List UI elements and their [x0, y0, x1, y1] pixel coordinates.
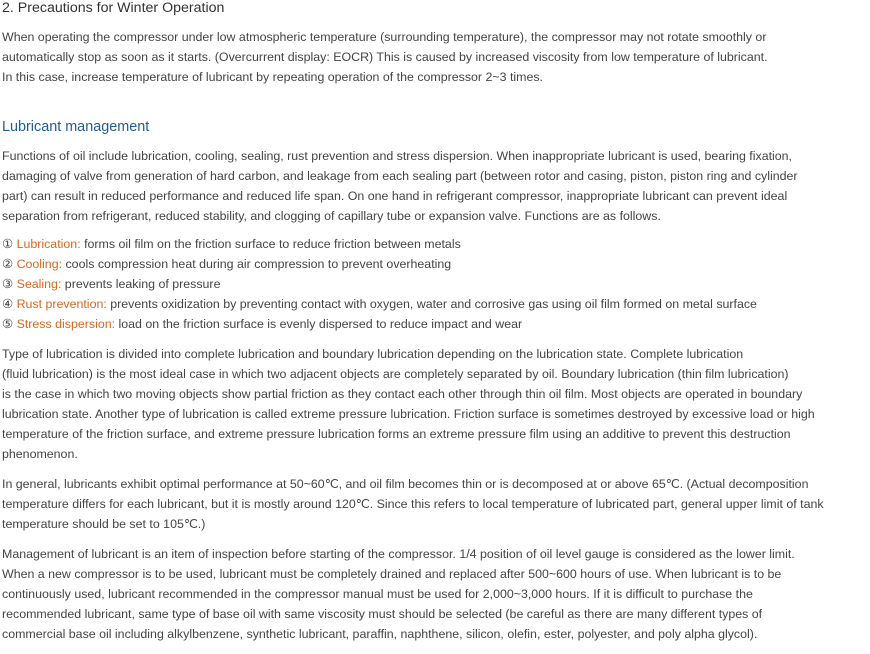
paragraph-line: In general, lubricants exhibit optimal performance at 50~60℃, and oil film becomes thin or is decomposed at or above 65℃. (Actual decomposition: [2, 477, 809, 491]
item-number: ③: [2, 277, 17, 291]
paragraph-line: phenomenon.: [2, 447, 78, 461]
paragraph-line: is the case in which two moving objects show partial friction as they contact each other through thin oil film. Most objects are operated in boundary: [2, 387, 803, 401]
item-number: ②: [2, 257, 17, 271]
list-item: [2, 294, 757, 314]
lubricant-management-heading: Lubricant management: [2, 119, 150, 135]
item-label: Stress dispersion: [16, 317, 112, 331]
item-number: ⑤: [2, 317, 17, 331]
item-label: Sealing: [16, 277, 58, 291]
temperature-paragraph: [2, 474, 866, 534]
paragraph-line: When operating the compressor under low atmospheric temperature (surrounding temperature), the compressor may not rotate smoothly or: [2, 30, 767, 44]
list-item: [2, 234, 757, 254]
item-separator: :: [103, 297, 111, 311]
paragraph-line: (fluid lubrication) is the most ideal case in which two adjacent objects are completely separated by oil. Boundary lubrication (thin film lubrication): [2, 367, 789, 381]
list-item: [2, 274, 757, 294]
item-separator: :: [111, 317, 119, 331]
paragraph-line: Functions of oil include lubrication, cooling, sealing, rust prevention and stress dispersion. When inappropriate lubricant is used, bearing fixation,: [2, 149, 793, 163]
paragraph-line: continuously used, lubricant recommended in the compressor manual must be used for 2,000~3,000 hours. If it is difficult to purchase the: [2, 587, 753, 601]
item-label: Rust prevention: [16, 297, 104, 311]
item-label: Lubrication: [16, 237, 78, 251]
item-text: load on the friction surface is evenly dispersed to reduce impact and wear: [118, 317, 523, 331]
item-number: ④: [2, 297, 17, 311]
winter-operation-paragraph: [2, 27, 866, 87]
paragraph-line: lubrication state. Another type of lubrication is called extreme pressure lubrication. Friction surface is sometimes destroyed by excessive load or high: [2, 407, 815, 421]
list-item: [2, 314, 757, 334]
functions-list: [2, 234, 757, 334]
paragraph-line: Management of lubricant is an item of inspection before starting of the compressor. 1/4 position of oil level gauge is considered as the lower limit.: [2, 547, 795, 561]
item-number: ①: [2, 237, 17, 251]
item-label: Cooling: [16, 257, 59, 271]
paragraph-line: commercial base oil including alkylbenzene, synthetic lubricant, paraffin, naphthene, silicon, olefin, ester, polyester, and poly alpha glycol).: [2, 627, 758, 641]
list-item: [2, 254, 757, 274]
paragraph-line: automatically stop as soon as it starts. (Overcurrent display: EOCR) This is caused by increased viscosity from low temperature of lubricant.: [2, 50, 768, 64]
paragraph-line: temperature differs for each lubricant, but it is mostly around 120℃. Since this refers to local temperature of lubricated part, general upper limit of tank: [2, 497, 824, 511]
section-title: 2. Precautions for Winter Operation: [2, 0, 225, 16]
paragraph-line: Type of lubrication is divided into complete lubrication and boundary lubrication depending on the lubrication state. Complete lubrication: [2, 347, 744, 361]
functions-paragraph: [2, 146, 866, 226]
item-separator: :: [57, 277, 65, 291]
paragraph-line: temperature should be set to 105℃.): [2, 517, 206, 531]
paragraph-line: separation from refrigerant, reduced stability, and clogging of capillary tube or expansion valve. Functions are as follows.: [2, 209, 661, 223]
paragraph-line: When a new compressor is to be used, lubricant must be completely drained and replaced after 500~600 hours of use. When lubricant is to be: [2, 567, 782, 581]
item-text: prevents oxidization by preventing contact with oxygen, water and corrosive gas using oil film formed on metal surface: [110, 297, 757, 311]
item-separator: :: [58, 257, 66, 271]
paragraph-line: temperature of the friction surface, and extreme pressure lubrication forms an extreme pressure film using an additive to prevent this destruction: [2, 427, 791, 441]
item-text: cools compression heat during air compression to prevent overheating: [65, 257, 452, 271]
item-text: forms oil film on the friction surface to reduce friction between metals: [84, 237, 461, 251]
management-paragraph: [2, 544, 866, 644]
paragraph-line: damaging of valve from generation of hard carbon, and leakage from each sealing part (between rotor and casing, piston, piston ring and cylinder: [2, 169, 798, 183]
paragraph-line: recommended lubricant, same type of base oil with same viscosity must should be selected (be careful as there are many different types of: [2, 607, 763, 621]
paragraph-line: In this case, increase temperature of lubricant by repeating operation of the compressor 2~3 times.: [2, 70, 544, 84]
paragraph-line: part) can result in reduced performance and reduced life span. On one hand in refrigerant compressor, inappropriate lubricant can prevent ideal: [2, 189, 788, 203]
item-text: prevents leaking of pressure: [64, 277, 221, 291]
item-separator: :: [77, 237, 85, 251]
lubrication-type-paragraph: [2, 344, 866, 464]
